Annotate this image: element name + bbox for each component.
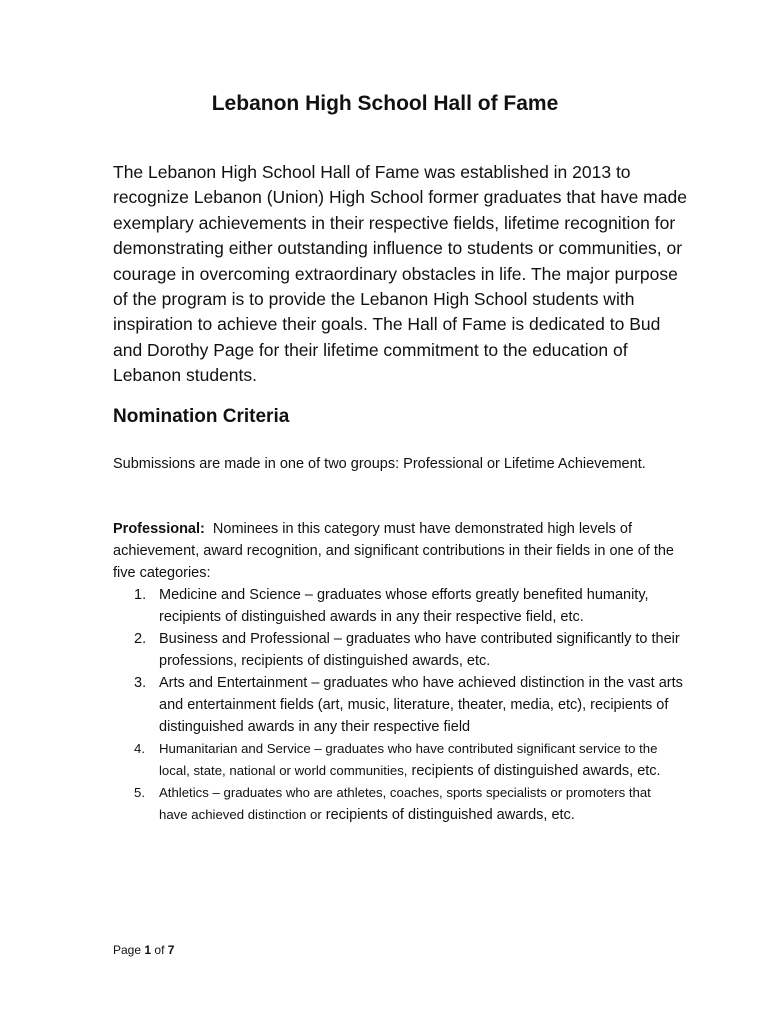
list-item bbox=[113, 782, 683, 826]
professional-text: Nominees in this category must have demonstrated high levels of achievement, award recognition, and significant contributions in their fields in one of the five categories: bbox=[113, 521, 674, 581]
professional-label: Professional: bbox=[113, 521, 205, 537]
intro-paragraph: The Lebanon High School Hall of Fame was established in 2013 to recognize Lebanon (Union) High School former graduates that have made exemplary achievements in their respective fields, lifetime recognition for demonstrating either outstanding influence to students or communities, or courage in overcoming extraordinary obstacles in life. The major purpose of the program is to provide the Lebanon High School students with inspiration to achieve their goals. The Hall of Fame is dedicated to Bud and Dorothy Page for their lifetime commitment to the education of Lebanon students. bbox=[113, 162, 687, 386]
list-item-number: 2. bbox=[134, 631, 147, 647]
list-item bbox=[113, 584, 683, 628]
page-of: of bbox=[154, 943, 165, 957]
list-item-text: Medicine and Science – graduates whose efforts greatly benefited humanity, recipients of distinguished awards in any their respective field, etc. bbox=[159, 587, 649, 625]
page-title: Lebanon High School Hall of Fame bbox=[211, 92, 559, 115]
list-item-text: recipients of distinguished awards, etc. bbox=[407, 763, 661, 779]
list-item-number: 4. bbox=[134, 741, 145, 756]
list-item-text: Arts and Entertainment – graduates who have achieved distinction in the vast arts and entertainment fields (art, music, literature, theater, media, etc), recipients of distinguished awards in any their respective field bbox=[159, 675, 683, 735]
page-current: 1 bbox=[144, 943, 152, 957]
list-item bbox=[113, 672, 683, 738]
list-item-text-small: Humanitarian and Service – graduates who have contributed significant service to the local, state, national or world communities, bbox=[159, 741, 658, 778]
list-item bbox=[113, 628, 683, 672]
professional-paragraph bbox=[113, 518, 683, 584]
list-item-number: 5. bbox=[134, 785, 145, 800]
list-item-text-small: Athletics – graduates who are athletes, coaches, sports specialists or promoters that have achieved distinction or bbox=[159, 785, 651, 822]
list-item-number: 3. bbox=[134, 675, 147, 691]
list-item-number: 1. bbox=[134, 587, 147, 603]
page-label: Page bbox=[113, 943, 142, 957]
page-footer bbox=[113, 943, 174, 957]
list-item-text: recipients of distinguished awards, etc. bbox=[321, 807, 575, 823]
list-item-text: Business and Professional – graduates who have contributed significantly to their professions, recipients of distinguished awards, etc. bbox=[159, 631, 680, 669]
categories-list bbox=[113, 584, 683, 826]
section-heading: Nomination Criteria bbox=[113, 406, 290, 427]
list-item bbox=[113, 738, 683, 782]
submissions-paragraph: Submissions are made in one of two groups: Professional or Lifetime Achievement. bbox=[113, 456, 646, 472]
page-total: 7 bbox=[167, 943, 175, 957]
